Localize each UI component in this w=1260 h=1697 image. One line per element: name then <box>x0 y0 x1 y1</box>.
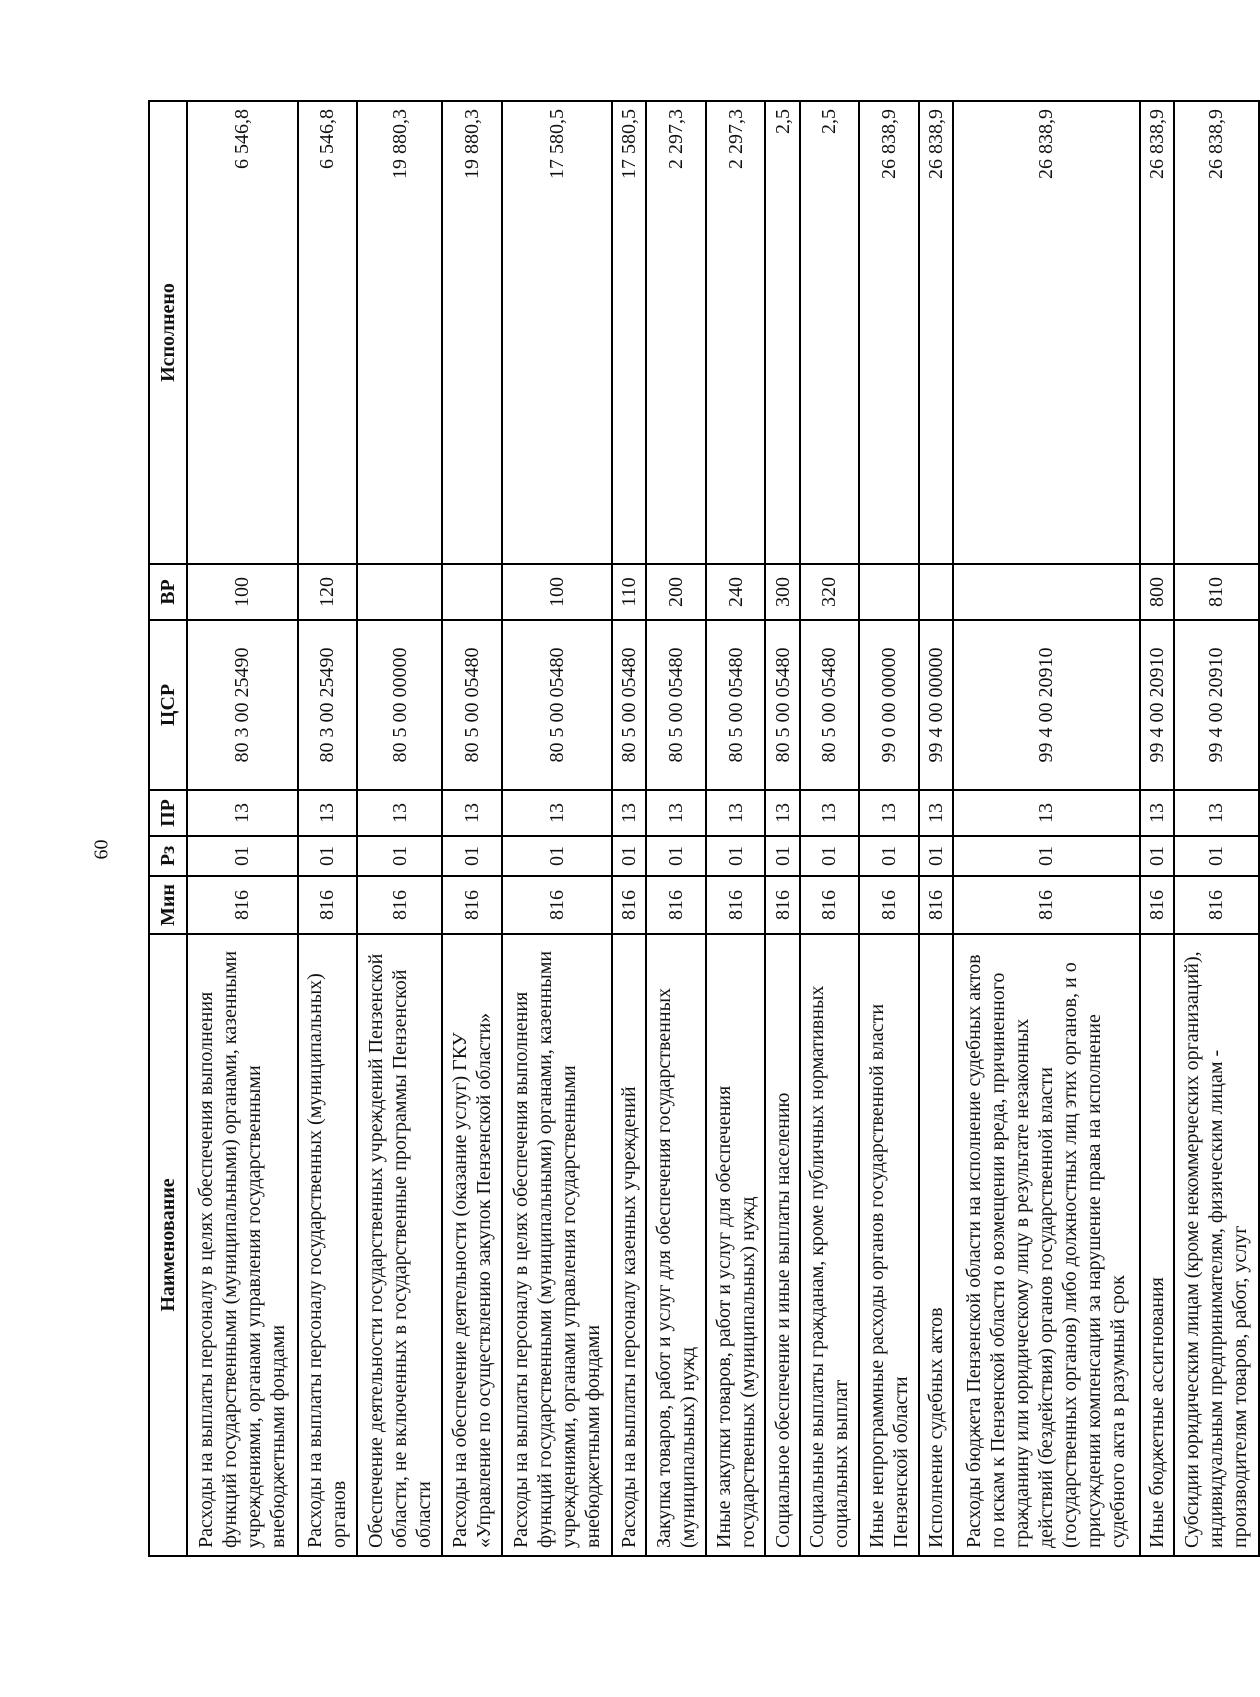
cell-name: Иные закупки товаров, работ и услуг для обеспечения государственных (муниципальных) нужд <box>706 934 766 1556</box>
cell-name: Расходы на выплаты персоналу в целях обеспечения выполнения функций государственными (муниципальными) органами, казенными учреждениями, органами управления государственными внебюджетными фондами <box>502 934 613 1556</box>
cell-min: 816 <box>800 876 860 934</box>
header-name: Наименование <box>149 934 187 1556</box>
cell-executed: 19 880,3 <box>357 101 442 564</box>
header-rz: Рз <box>149 836 187 876</box>
cell-pr: 13 <box>646 790 706 836</box>
cell-vr <box>953 564 1140 620</box>
cell-executed: 26 838,9 <box>953 101 1140 564</box>
cell-rz: 01 <box>859 836 919 876</box>
cell-csr: 80 5 00 05480 <box>502 620 613 790</box>
cell-executed: 2,5 <box>765 101 799 564</box>
table-row <box>859 101 919 1556</box>
cell-csr: 80 5 00 05480 <box>442 620 502 790</box>
cell-min: 816 <box>1174 876 1259 934</box>
header-min: Мин <box>149 876 187 934</box>
cell-executed: 2,5 <box>800 101 860 564</box>
cell-pr: 13 <box>859 790 919 836</box>
cell-csr: 80 5 00 05480 <box>765 620 799 790</box>
cell-executed: 2 297,3 <box>646 101 706 564</box>
table-row <box>919 101 953 1556</box>
cell-csr: 99 4 00 20910 <box>953 620 1140 790</box>
cell-name: Социальное обеспечение и иные выплаты населению <box>765 934 799 1556</box>
cell-rz: 01 <box>800 836 860 876</box>
table-row <box>953 101 1140 1556</box>
cell-pr: 13 <box>953 790 1140 836</box>
header-executed: Исполнено <box>149 101 187 564</box>
cell-min: 816 <box>442 876 502 934</box>
cell-csr: 99 4 00 20910 <box>1174 620 1259 790</box>
cell-executed: 26 838,9 <box>1140 101 1174 564</box>
cell-pr: 13 <box>1140 790 1174 836</box>
cell-name: Расходы на обеспечение деятельности (оказание услуг) ГКУ «Управление по осуществлению закупок Пензенской области» <box>442 934 502 1556</box>
cell-csr: 99 4 00 20910 <box>1140 620 1174 790</box>
cell-rz: 01 <box>646 836 706 876</box>
cell-min: 816 <box>919 876 953 934</box>
cell-vr: 800 <box>1140 564 1174 620</box>
cell-vr: 810 <box>1174 564 1259 620</box>
cell-name: Расходы бюджета Пензенской области на исполнение судебных актов по искам к Пензенской области о возмещении вреда, причиненного гражданину или юридическому лицу в результате незаконных действий (бездействия) органов государственной власти (государственных органов) либо должностных лиц этих органов, и о присуждении компенсации за нарушение права на исполнение судебного акта в разумный срок <box>953 934 1140 1556</box>
table-header-row <box>149 101 187 1556</box>
page-number: 60 <box>90 839 113 860</box>
table-row <box>800 101 860 1556</box>
cell-min: 816 <box>706 876 766 934</box>
table-row <box>187 101 298 1556</box>
cell-min: 816 <box>1140 876 1174 934</box>
cell-vr: 320 <box>800 564 860 620</box>
cell-name: Расходы на выплаты персоналу казенных учреждений <box>612 934 646 1556</box>
cell-vr: 240 <box>706 564 766 620</box>
cell-rz: 01 <box>919 836 953 876</box>
cell-rz: 01 <box>706 836 766 876</box>
budget-execution-table <box>148 100 1260 1557</box>
cell-pr: 13 <box>357 790 442 836</box>
cell-name: Исполнение судебных актов <box>919 934 953 1556</box>
cell-vr <box>357 564 442 620</box>
cell-name: Закупка товаров, работ и услуг для обеспечения государственных (муниципальных) нужд <box>646 934 706 1556</box>
cell-rz: 01 <box>357 836 442 876</box>
cell-name: Расходы на выплаты персоналу в целях обеспечения выполнения функций государственными (муниципальными) органами, казенными учреждениями, органами управления государственными внебюджетными фондами <box>187 934 298 1556</box>
cell-executed: 26 838,9 <box>859 101 919 564</box>
cell-csr: 80 5 00 05480 <box>646 620 706 790</box>
cell-executed: 19 880,3 <box>442 101 502 564</box>
cell-vr: 100 <box>187 564 298 620</box>
cell-executed: 6 546,8 <box>298 101 358 564</box>
cell-csr: 80 5 00 05480 <box>706 620 766 790</box>
cell-rz: 01 <box>298 836 358 876</box>
cell-vr: 110 <box>612 564 646 620</box>
cell-csr: 80 5 00 05480 <box>800 620 860 790</box>
cell-pr: 13 <box>706 790 766 836</box>
table-row <box>1140 101 1174 1556</box>
cell-min: 816 <box>187 876 298 934</box>
cell-name: Обеспечение деятельности государственных учреждений Пензенской области, не включенных в государственные программы Пензенской области <box>357 934 442 1556</box>
table-row <box>357 101 442 1556</box>
header-vr: ВР <box>149 564 187 620</box>
rotated-table-frame <box>148 102 1260 1557</box>
cell-csr: 99 0 00 00000 <box>859 620 919 790</box>
cell-executed: 17 580,5 <box>612 101 646 564</box>
cell-min: 816 <box>502 876 613 934</box>
table-row <box>442 101 502 1556</box>
cell-rz: 01 <box>765 836 799 876</box>
table-row <box>765 101 799 1556</box>
cell-rz: 01 <box>1174 836 1259 876</box>
cell-pr: 13 <box>765 790 799 836</box>
cell-pr: 13 <box>502 790 613 836</box>
cell-csr: 80 5 00 05480 <box>612 620 646 790</box>
cell-rz: 01 <box>612 836 646 876</box>
cell-pr: 13 <box>442 790 502 836</box>
cell-pr: 13 <box>800 790 860 836</box>
table-row <box>502 101 613 1556</box>
cell-rz: 01 <box>1140 836 1174 876</box>
cell-executed: 6 546,8 <box>187 101 298 564</box>
cell-pr: 13 <box>612 790 646 836</box>
cell-csr: 99 4 00 00000 <box>919 620 953 790</box>
cell-executed: 26 838,9 <box>1174 101 1259 564</box>
cell-executed: 17 580,5 <box>502 101 613 564</box>
cell-min: 816 <box>765 876 799 934</box>
header-csr: ЦСР <box>149 620 187 790</box>
cell-pr: 13 <box>919 790 953 836</box>
cell-executed: 26 838,9 <box>919 101 953 564</box>
table-row <box>298 101 358 1556</box>
cell-vr <box>442 564 502 620</box>
cell-name: Социальные выплаты гражданам, кроме публичных нормативных социальных выплат <box>800 934 860 1556</box>
cell-pr: 13 <box>1174 790 1259 836</box>
cell-vr: 120 <box>298 564 358 620</box>
cell-min: 816 <box>859 876 919 934</box>
budget-table-container <box>148 102 1260 1557</box>
cell-name: Иные непрограммные расходы органов государственной власти Пензенской области <box>859 934 919 1556</box>
table-row <box>706 101 766 1556</box>
cell-min: 816 <box>357 876 442 934</box>
cell-name: Иные бюджетные ассигнования <box>1140 934 1174 1556</box>
cell-vr <box>859 564 919 620</box>
cell-name: Расходы на выплаты персоналу государственных (муниципальных) органов <box>298 934 358 1556</box>
cell-min: 816 <box>953 876 1140 934</box>
table-row <box>612 101 646 1556</box>
cell-min: 816 <box>612 876 646 934</box>
cell-min: 816 <box>298 876 358 934</box>
cell-vr: 100 <box>502 564 613 620</box>
table-row <box>646 101 706 1556</box>
cell-csr: 80 5 00 00000 <box>357 620 442 790</box>
cell-vr: 300 <box>765 564 799 620</box>
cell-name: Субсидии юридическим лицам (кроме некоммерческих организаций), индивидуальным предпринимателям, физическим лицам - производителям товаров, работ, услуг <box>1174 934 1259 1556</box>
header-pr: ПР <box>149 790 187 836</box>
table-row <box>1174 101 1259 1556</box>
cell-rz: 01 <box>442 836 502 876</box>
cell-rz: 01 <box>502 836 613 876</box>
cell-rz: 01 <box>187 836 298 876</box>
cell-pr: 13 <box>187 790 298 836</box>
cell-executed: 2 297,3 <box>706 101 766 564</box>
cell-pr: 13 <box>298 790 358 836</box>
cell-rz: 01 <box>953 836 1140 876</box>
cell-vr: 200 <box>646 564 706 620</box>
cell-csr: 80 3 00 25490 <box>187 620 298 790</box>
table-body <box>187 101 1259 1556</box>
cell-min: 816 <box>646 876 706 934</box>
cell-vr <box>919 564 953 620</box>
cell-csr: 80 3 00 25490 <box>298 620 358 790</box>
